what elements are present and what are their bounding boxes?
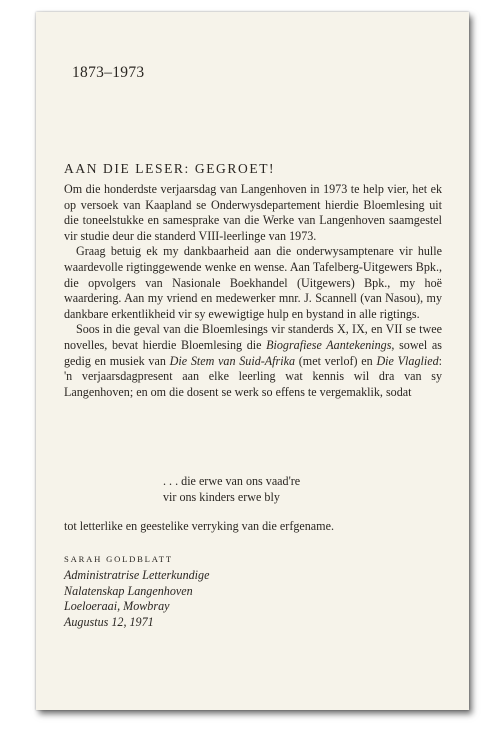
verse-line-1: . . . die erwe van ons vaad're xyxy=(163,474,301,488)
paragraph-3-part-1: Soos in die geval van die Bloemlesings vir standerds X, IX, en VII se twee novelles, bevat hierdie Bloemlesing die xyxy=(64,322,442,352)
verse-quote xyxy=(163,474,300,505)
verse-line-2: vir ons kinders erwe bly xyxy=(163,489,280,504)
title-die-stem: Die Stem van Suid-Afrika xyxy=(169,353,296,368)
closing-line: tot letterlike en geestelike verryking van die erfgename. xyxy=(64,519,334,533)
signature-date: Augustus 12, 1971 xyxy=(64,614,154,629)
title-biografiese-aantekenings: Biografiese Aantekenings, xyxy=(266,337,395,352)
year-range: 1873–1973 xyxy=(72,64,145,81)
title-die-vlaglied: Die Vlaglied xyxy=(376,353,439,368)
signature-block xyxy=(64,554,209,630)
signatory-title: Administratrise Letterkundige xyxy=(64,568,210,582)
paragraph-3-part-2: sowel as gedig en musiek van xyxy=(64,337,442,368)
paragraph-3-part-4: : 'n verjaarsdagpresent aan elke leerling wat kennis wil dra van sy Langenhoven; en om die dosent se werk so effens te vergemaklik, sodat xyxy=(64,353,442,399)
letter-heading: AAN DIE LESER: GEGROET! xyxy=(64,161,276,176)
paragraph-3-part-3: (met verlof) en xyxy=(295,353,377,368)
signatory-address: Loeloeraai, Mowbray xyxy=(64,599,170,614)
paragraph-2: Graag betuig ek my dankbaarheid aan die onderwysamptenare vir hulle waardevolle rigtinggewende wenke en wense. Aan Tafelberg-Uitgewers Bpk., die opvolgers van Nasionale Boekhandel (Uitgewers) Bpk., my hoë waardering. Aan my vriend en medewerker mnr. J. Scannell (van Nasou), my dankbare erkentlikheid vir sy ewewigtige hulp en bystand in alle rigtings. xyxy=(64,244,442,321)
paragraph-1: Om die honderdste verjaarsdag van Langenhoven in 1973 te help vier, het ek op versoek van Kaapland se Onderwysdepartement hierdie Bloemlesing uit die toneelstukke en samesprake van die Werke van Langenhoven saamgestel vir studie deur die standerd VIII-leerlinge van 1973. xyxy=(64,182,442,243)
signatory-name: SARAH GOLDBLATT xyxy=(64,554,173,564)
paragraph-3 xyxy=(64,322,442,400)
signatory-organisation: Nalatenskap Langenhoven xyxy=(64,583,193,598)
book-page xyxy=(36,12,469,710)
letter-body xyxy=(64,182,442,400)
